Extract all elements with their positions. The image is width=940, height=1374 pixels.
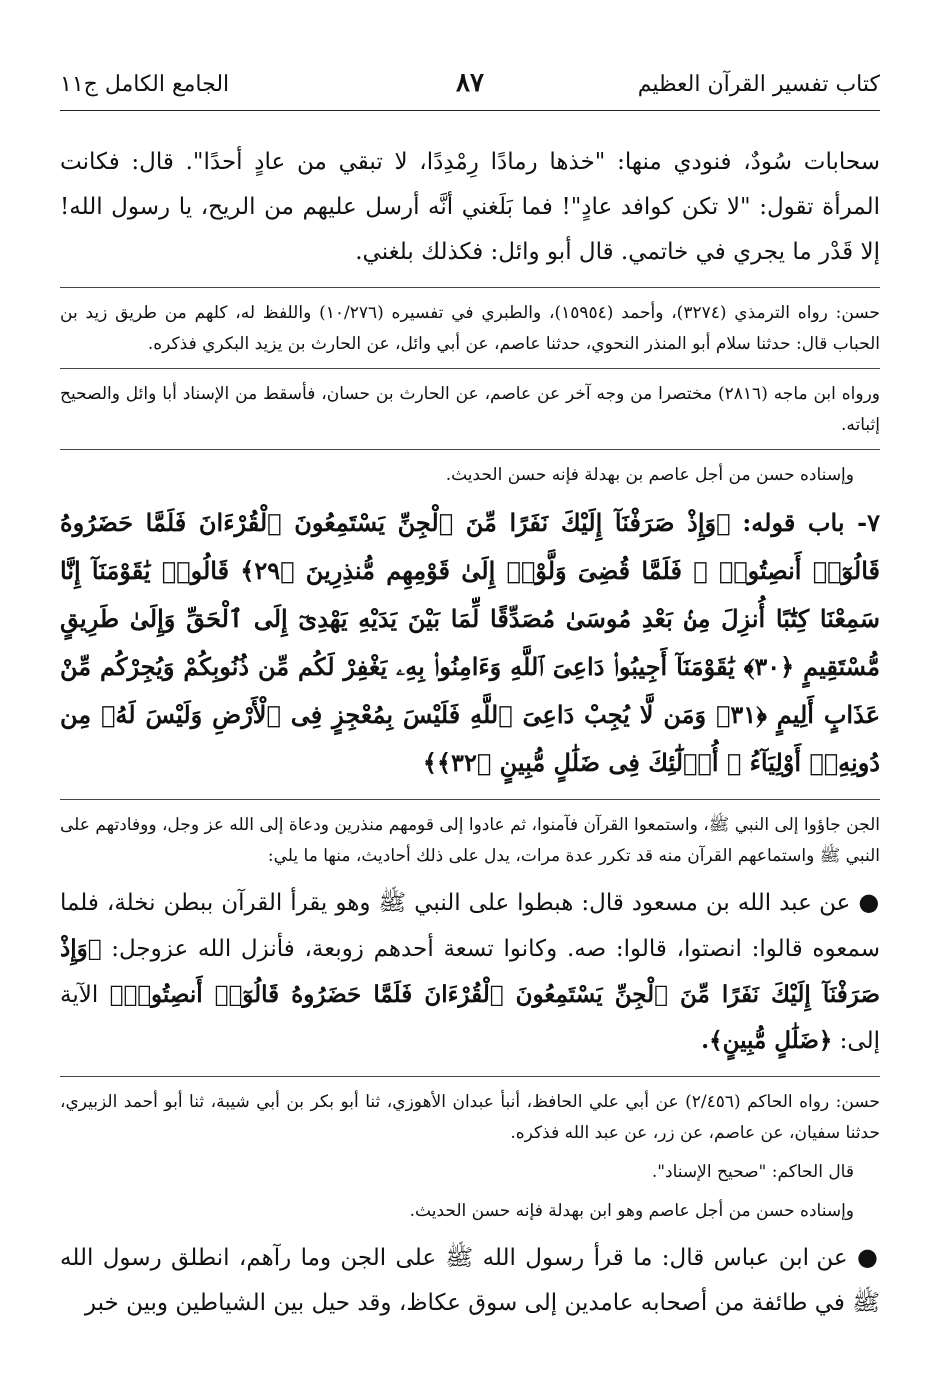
volume-label: الجامع الكامل ج١١ (60, 72, 230, 97)
chapter-label: ٧- باب قوله: (742, 508, 880, 537)
bullet-icon: ● (856, 1243, 880, 1271)
divider (60, 449, 880, 450)
bullet-icon: ● (858, 888, 880, 916)
quran-verses: ﴿وَإِذْ صَرَفْنَآ إِلَيْكَ نَفَرًا مِّنَ ٱلْجِنِّ يَسْتَمِعُونَ ٱلْقُرْءَانَ فَلَمَّا حَضَرُوهُ قَالُوٓا۟ أَنصِتُوا۟ ۖ فَلَمَّا قُضِىَ وَلَّوْا۟ إِلَىٰ قَوْمِهِم مُّنذِرِينَ ﴿٢٩﴾ قَالُوا۟ يَٰقَوْمَنَآ إِنَّا سَمِعْنَا كِتَٰبًا أُنزِلَ مِنۢ بَعْدِ مُوسَىٰ مُصَدِّقًا لِّمَا بَيْنَ يَدَيْهِ يَهْدِىٓ إِلَى ٱلْحَقِّ وَإِلَىٰ طَرِيقٍ مُّسْتَقِيمٍ ﴿٣٠﴾ يَٰقَوْمَنَآ أَجِيبُوا۟ دَاعِىَ ٱللَّهِ وَءَامِنُوا۟ بِهِۦ يَغْفِرْ لَكُم مِّن ذُنُوبِكُمْ وَيُجِرْكُم مِّنْ عَذَابٍ أَلِيمٍ ﴿٣١﴾ وَمَن لَّا يُجِبْ دَاعِىَ ٱللَّهِ فَلَيْسَ بِمُعْجِزٍ فِى ٱلْأَرْضِ وَلَيْسَ لَهُۥ مِن دُونِهِۦٓ أَوْلِيَآءُ ۚ أُو۟لَٰٓئِكَ فِى ضَلَٰلٍ مُّبِينٍ ﴿٣٢﴾﴾ (60, 508, 881, 777)
isnad-grading: وإسناده حسن من أجل عاصم بن بهدلة فإنه حسن الحديث. (445, 465, 854, 485)
book-title: كتاب تفسير القرآن العظيم (637, 72, 880, 97)
quran-verse: ﴿ضَلَٰلٍ مُّبِينٍ﴾. (701, 1027, 833, 1054)
commentary-note: الجن جاؤوا إلى النبي ﷺ، واستمعوا القرآن فآمنوا، ثم عادوا إلى قومهم منذرين ودعاة إلى الله عز وجل، ووفادتهم على النبي ﷺ واستماعهم القرآن منه قد تكرر عدة مرات، يدل على ذلك أحاديث، منها ما يلي: (60, 815, 880, 866)
hadith-ibn-masud (60, 880, 880, 1064)
quran-verse: ﴿وَإِذْ صَرَفْنَآ إِلَيْكَ نَفَرًا مِّنَ ٱلْجِنِّ يَسْتَمِعُونَ ٱلْقُرْءَانَ فَلَمَّا حَضَرُوهُ قَالُوٓا۟ أَنصِتُوا۟﴾ (60, 935, 881, 1008)
page-header (60, 66, 880, 106)
divider (60, 1076, 880, 1077)
hadith-text: عن عبد الله بن مسعود قال: هبطوا على النبي ﷺ وهو يقرأ القرآن ببطن نخلة، فلما سمعوه قالوا: انصتوا، قالوا: صه. وكانوا تسعة أحدهم زوبعة، فأنزل الله عزوجل: (60, 890, 880, 962)
page-number: ٨٧ (456, 68, 484, 98)
divider (60, 287, 880, 288)
isnad-grading: وإسناده حسن من أجل عاصم وهو ابن بهدلة فإنه حسن الحديث. (409, 1201, 854, 1221)
hadith-ibn-abbas (60, 1235, 880, 1326)
hadith-text: الآية إلى: (60, 982, 880, 1054)
takhrij-note: ورواه ابن ماجه (٢٨١٦) مختصرا من وجه آخر عن عاصم، عن الحارث بن حسان، فأسقط من الإسناد أبا وائل والصحيح إثباته. (60, 384, 881, 435)
takhrij-note: حسن: رواه الحاكم (٢/٤٥٦) عن أبي علي الحافظ، أنبأ عبدان الأهوزي، ثنا أبو بكر بن أبي شيبة، ثنا أبو أحمد الزبيري، حدثنا سفيان، عن عاصم، عن زر، عن عبد الله فذكره. (60, 1092, 880, 1143)
narration-continued: سحابات سُودٌ، فنودي منها: "خذها رمادًا رِمْدِدًا، لا تبقي من عادٍ أحدًا". قال: فكانت المرأة تقول: "لا تكن كوافد عادٍ"! فما بَلَغني أنَّه أرسل عليهم من الريح، يا رسول الله! إلا قَدْر ما يجري في خاتمي. قال أبو وائل: فكذلك بلغني. (60, 149, 880, 265)
hakim-grading: قال الحاكم: "صحيح الإسناد". (651, 1162, 854, 1182)
chapter-heading (60, 499, 880, 787)
takhrij-note: حسن: رواه الترمذي (٣٢٧٤)، وأحمد (١٥٩٥٤)، والطبري في تفسيره (١٠/٢٧٦) واللفظ له، كلهم من طريق زيد بن الحباب قال: حدثنا سلام أبو المنذر النحوي، حدثنا عاصم، عن أبي وائل، عن الحارث بن يزيد البكري فذكره. (60, 303, 880, 354)
divider (60, 368, 880, 369)
hadith-text: عن ابن عباس قال: ما قرأ رسول الله ﷺ على الجن وما رآهم، انطلق رسول الله ﷺ في طائفة من أصحابه عامدين إلى سوق عكاظ، وقد حيل بين الشياطين وبين خبر (60, 1245, 880, 1316)
page-body (60, 140, 880, 1338)
header-rule (60, 110, 880, 111)
divider (60, 799, 880, 800)
